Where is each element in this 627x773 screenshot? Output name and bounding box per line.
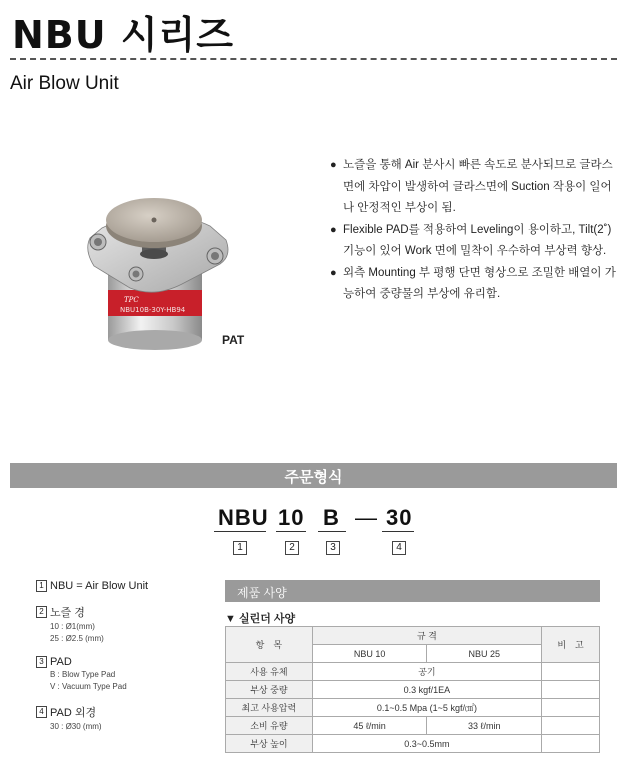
row-label: 사용 유체: [226, 663, 313, 681]
order-format-title: 주문형식: [284, 469, 343, 486]
product-spec-title: 제품 사양: [237, 586, 287, 600]
legend-title: NBU = Air Blow Unit: [50, 580, 149, 592]
code-underline-1: [214, 531, 266, 532]
brand-mark: TPC: [124, 296, 139, 304]
feature-text-3: 외측 Mounting 부 평행 단면 형상으로 조밀한 배열이 가능하여 중량물의 부상에 유리함.: [343, 266, 616, 300]
row-label: 부상 높이: [226, 735, 313, 753]
row-value: 0.3~0.5mm: [312, 735, 541, 753]
row-value: 공기: [312, 663, 541, 681]
row-value: 0.1~0.5 Mpa (1~5 kgf/㎠): [312, 699, 541, 717]
code-number-3: 3: [326, 541, 340, 555]
code-number-4: 4: [392, 541, 406, 555]
row-label: 소비 유량: [226, 717, 313, 735]
header-model-b: NBU 25: [427, 645, 542, 663]
table-row: [226, 699, 600, 717]
bullet-icon: ●: [330, 266, 337, 279]
bullet-icon: ●: [330, 159, 337, 171]
spec-header-row: [226, 627, 600, 645]
order-legend: [36, 580, 216, 744]
header-model-a: NBU 10: [312, 645, 427, 663]
legend-item-pad-diameter: [36, 704, 216, 732]
legend-item-nozzle: [36, 604, 216, 644]
pat-label: PAT: [222, 333, 245, 347]
row-value-a: 45 ℓ/min: [312, 717, 427, 735]
header-item: 항 목: [226, 627, 313, 663]
subtitle: Air Blow Unit: [10, 73, 119, 94]
code-part-series: NBU: [218, 505, 269, 530]
legend-item-pad: [36, 656, 216, 692]
legend-title: PAD: [50, 656, 72, 668]
spec-table: [225, 626, 600, 753]
legend-number-box: 4: [36, 706, 47, 718]
row-label: 부상 중량: [226, 681, 313, 699]
row-note: [542, 663, 600, 681]
code-underline-3: [318, 531, 346, 532]
legend-title: PAD 외경: [50, 707, 97, 719]
row-value: 0.3 kgf/1EA: [312, 681, 541, 699]
feature-text-1: 노즐을 통해 Air 분사시 빠른 속도로 분사되므로 글라스면에 차압이 발생하여 글라스면에 Suction 작용이 일어나 안정적인 부상이 됨.: [343, 159, 613, 214]
feature-item-2: [330, 220, 620, 263]
product-spec-bar: [225, 580, 600, 602]
table-row: [226, 735, 600, 753]
pad-nozzle: [152, 218, 157, 223]
legend-option: 10 : Ø1(mm): [50, 622, 95, 631]
legend-option: 30 : Ø30 (mm): [50, 722, 102, 731]
legend-title: 노즐 경: [50, 607, 85, 619]
legend-option: 25 : Ø2.5 (mm): [50, 634, 104, 643]
series-title: NBU 시리즈: [12, 13, 234, 57]
row-note: [542, 699, 600, 717]
cylinder-spec-heading: ▼ 실린더 사양: [225, 613, 296, 625]
table-row: [226, 663, 600, 681]
code-part-diameter: 30: [386, 505, 413, 530]
header-spec: 규 격: [312, 627, 541, 645]
row-value-b: 33 ℓ/min: [427, 717, 542, 735]
feature-text-2: Flexible PAD를 적용하여 Leveling이 용이하고, Tilt(2˚) 기능이 있어 Work 면에 밀착이 우수하여 부상력 향상.: [343, 223, 612, 257]
legend-number-box: 3: [36, 656, 47, 668]
code-underline-4: [382, 531, 414, 532]
code-underline-2: [276, 531, 306, 532]
feature-list: [330, 155, 620, 306]
row-note: [542, 717, 600, 735]
code-part-pad: B: [323, 505, 340, 530]
title-divider: [10, 58, 617, 60]
table-row: [226, 681, 600, 699]
code-number-2: 2: [285, 541, 299, 555]
model-label-text: NBU10B-30Y-HB94: [120, 306, 186, 314]
legend-item-series: [36, 580, 216, 592]
feature-item-3: [330, 263, 620, 306]
product-photo: [70, 170, 250, 360]
legend-number-box: 2: [36, 606, 47, 618]
code-part-dash: —: [355, 505, 378, 530]
legend-number-box: 1: [36, 580, 47, 592]
header-note: 비 고: [542, 627, 600, 663]
row-label: 최고 사용압력: [226, 699, 313, 717]
feature-item-1: [330, 155, 620, 220]
code-number-1: 1: [233, 541, 247, 555]
legend-option: B : Blow Type Pad: [50, 670, 116, 679]
bullet-icon: ●: [330, 223, 337, 236]
row-note: [542, 735, 600, 753]
code-part-nozzle: 10: [278, 505, 305, 530]
order-format-bar: [10, 463, 617, 488]
legend-option: V : Vacuum Type Pad: [50, 682, 127, 691]
table-row: [226, 717, 600, 735]
row-note: [542, 681, 600, 699]
